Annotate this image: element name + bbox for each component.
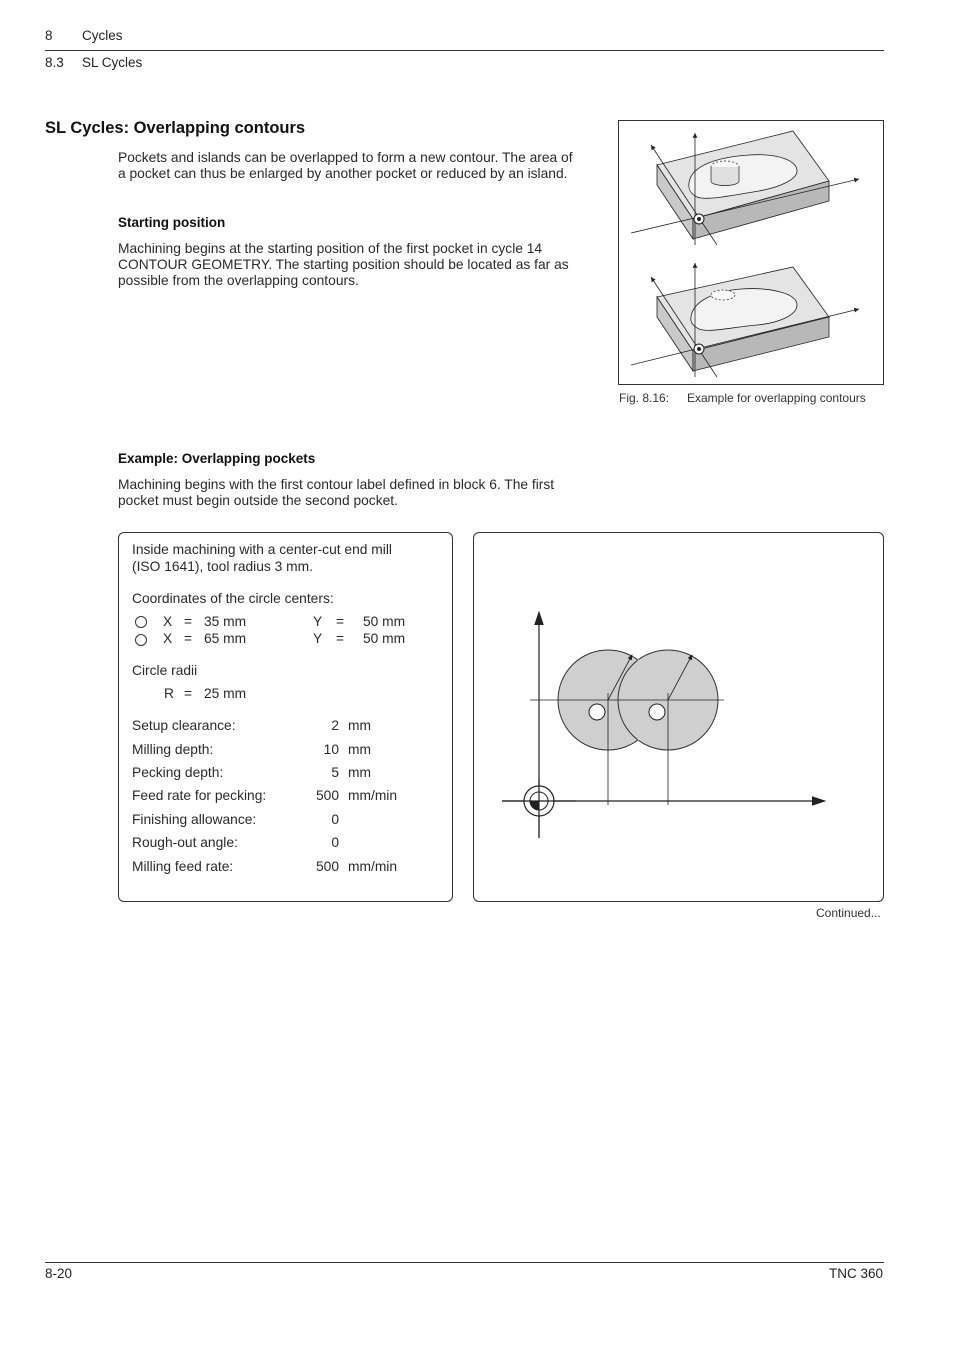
param-unit: mm/min [348, 788, 398, 803]
radii-label: Circle radii [132, 663, 198, 678]
intro-paragraph [118, 150, 573, 182]
center-1-eq: = [184, 614, 193, 629]
radius-label: R [164, 686, 174, 701]
param-label: Finishing allowance: [132, 812, 257, 827]
overlapping-contours-figure [618, 120, 884, 385]
overlapping-contours-illustration [619, 121, 883, 384]
lower-workpiece [631, 263, 859, 377]
product-name: TNC 360 [829, 1266, 884, 1281]
param-label: Setup clearance: [132, 718, 236, 733]
center-1-x-label: X [163, 614, 173, 629]
footer-rule [45, 1262, 884, 1263]
center-2-y-eq: = [336, 631, 345, 646]
start-point-2 [649, 704, 665, 720]
tool-description: Inside machining with a center-cut end mill [132, 542, 392, 557]
radius-value: 25 mm [204, 686, 247, 701]
circle-marker-icon [135, 616, 147, 628]
parameters-panel [118, 532, 453, 902]
center-1-y-eq: = [336, 614, 345, 629]
center-1-x-value: 35 mm [204, 614, 247, 629]
param-value: 0 [331, 835, 339, 850]
radius-eq: = [184, 686, 193, 701]
starting-position-heading: Starting position [118, 215, 226, 230]
header-section-title: SL Cycles [82, 55, 143, 70]
page-number: 8-20 [45, 1266, 73, 1281]
center-2-y-value: 50 mm [363, 631, 406, 646]
center-1-y-label: Y [313, 614, 323, 629]
param-value: 500 [315, 859, 339, 874]
center-2-x-label: X [163, 631, 173, 646]
page-title: SL Cycles: Overlapping contours [45, 119, 306, 137]
example-heading: Example: Overlapping pockets [118, 451, 316, 466]
param-value: 10 [323, 742, 339, 757]
param-label: Pecking depth: [132, 765, 224, 780]
example-line: pocket must begin outside the second pocket. [118, 493, 398, 508]
param-unit: mm [348, 718, 371, 733]
header-section-number: 8.3 [45, 55, 64, 70]
header-rule [45, 50, 884, 51]
param-value: 2 [331, 718, 339, 733]
center-2-x-value: 65 mm [204, 631, 247, 646]
start-point-1 [589, 704, 605, 720]
starting-line: possible from the overlapping contours. [118, 273, 359, 288]
figure-caption: Example for overlapping contours [687, 391, 866, 405]
center-2-y-label: Y [313, 631, 323, 646]
intro-line: a pocket can thus be enlarged by another pocket or reduced by an island. [118, 166, 568, 181]
param-label: Rough-out angle: [132, 835, 238, 850]
starting-line: Machining begins at the starting position of the first pocket in cycle 14 [118, 241, 543, 256]
centers-label: Coordinates of the circle centers: [132, 591, 334, 606]
center-2-eq: = [184, 631, 193, 646]
starting-line: CONTOUR GEOMETRY. The starting position should be located as far as [118, 257, 569, 272]
param-label: Feed rate for pecking: [132, 788, 267, 803]
example-line: Machining begins with the first contour label defined in block 6. The first [118, 477, 555, 492]
upper-workpiece [631, 131, 859, 245]
overlapping-pockets-diagram [473, 532, 884, 902]
example-paragraph [118, 477, 554, 509]
param-label: Milling depth: [132, 742, 214, 757]
intro-line: Pockets and islands can be overlapped to form a new contour. The area of [118, 150, 573, 165]
circle-marker-icon [135, 634, 147, 646]
param-unit: mm [348, 742, 371, 757]
continued-label: Continued... [816, 906, 881, 920]
header-chapter-number: 8 [45, 28, 53, 43]
param-label: Milling feed rate: [132, 859, 234, 874]
starting-position-paragraph [118, 241, 569, 289]
figure-number: Fig. 8.16: [619, 391, 670, 405]
tool-description: (ISO 1641), tool radius 3 mm. [132, 559, 313, 574]
param-value: 0 [331, 812, 339, 827]
center-1-y-value: 50 mm [363, 614, 406, 629]
param-unit: mm [348, 765, 371, 780]
pockets-drawing [474, 533, 883, 901]
param-value: 500 [315, 788, 339, 803]
param-value: 5 [331, 765, 339, 780]
datum-symbol-icon [502, 778, 576, 838]
header-chapter-title: Cycles [82, 28, 123, 43]
param-unit: mm/min [348, 859, 398, 874]
